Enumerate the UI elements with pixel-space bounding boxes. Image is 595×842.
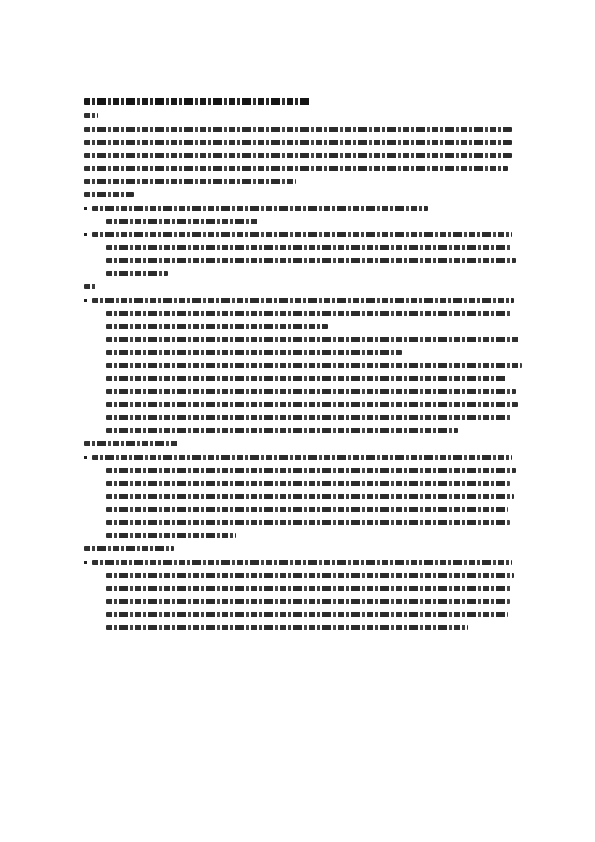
section-heading: [84, 441, 178, 446]
paragraph: [84, 127, 512, 184]
section-heading: [84, 546, 174, 551]
list-item: [84, 560, 512, 630]
list-item: [84, 206, 512, 224]
section-heading: [84, 113, 98, 118]
document-body: [84, 98, 512, 638]
list-item: [84, 232, 512, 276]
section-heading: [84, 192, 134, 197]
list-item: [84, 455, 512, 538]
section-heading: [84, 284, 96, 289]
document-title: [84, 98, 310, 105]
list-item: [84, 298, 512, 433]
